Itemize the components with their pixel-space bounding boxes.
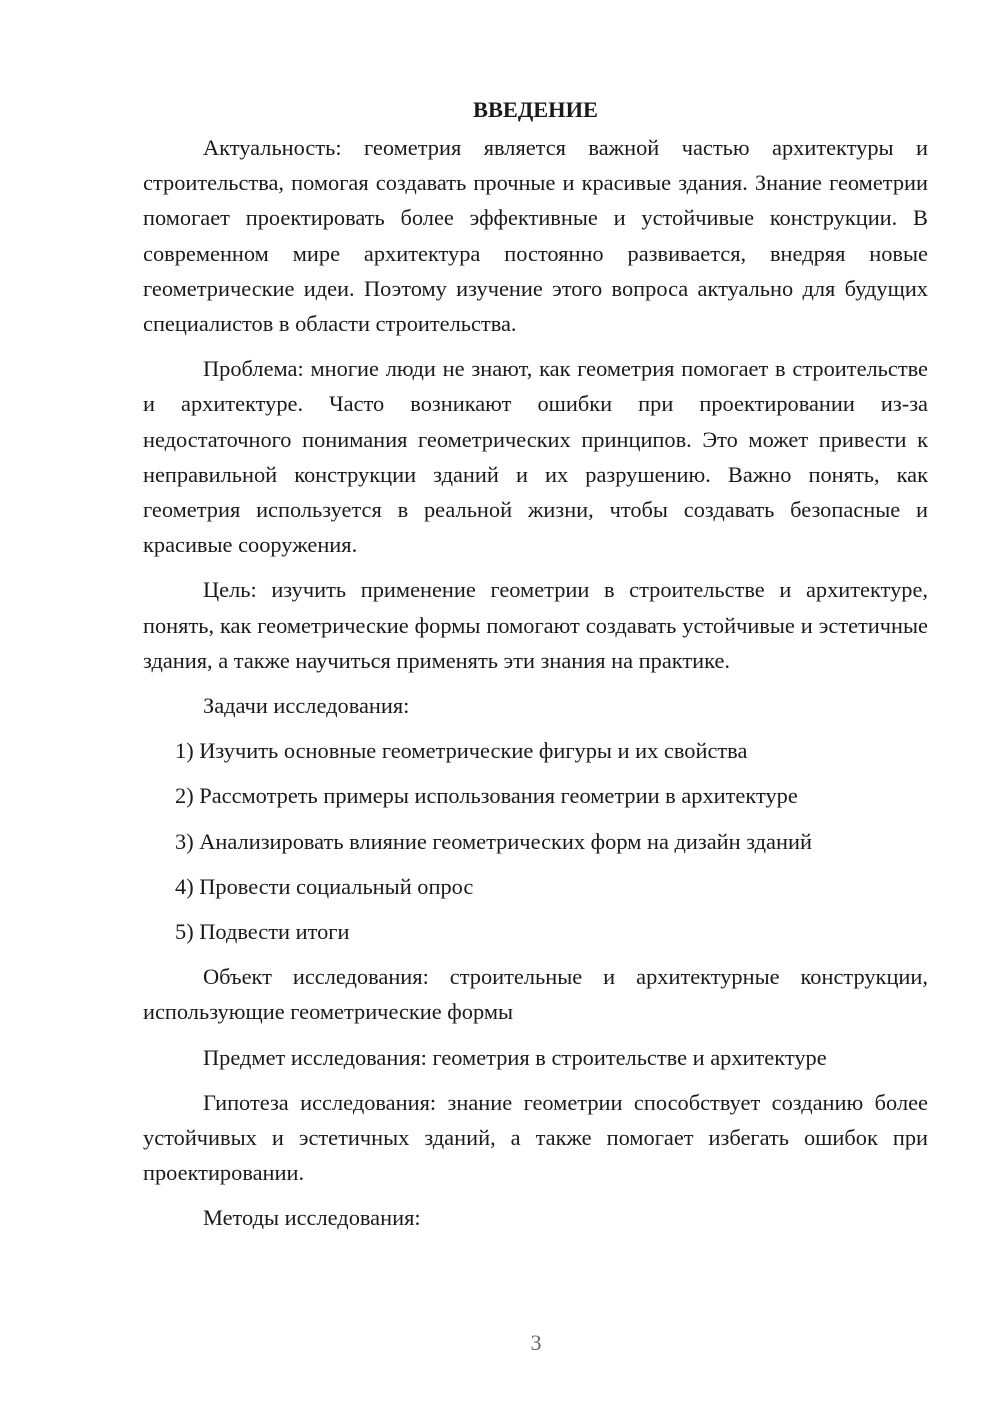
methods-heading: Методы исследования: (203, 1205, 421, 1231)
object-paragraph: Объект исследования: строительные и архитектурные конструкции, использующие геометрические формы (143, 964, 928, 1025)
hypothesis-paragraph: Гипотеза исследования: знание геометрии способствует созданию более устойчивых и эстетичных зданий, а также помогает избегать ошибок при проектировании. (143, 1089, 928, 1186)
goal-paragraph: Цель: изучить применение геометрии в строительстве и архитектуре, понять, как геометрические формы помогают создавать устойчивые и эстетичные здания, а также научиться применять эти знания на практике. (143, 577, 928, 673)
list-item: 4) Провести социальный опрос (175, 873, 474, 899)
list-item: 2) Рассмотреть примеры использования геометрии в архитектуре (175, 783, 798, 809)
problem-paragraph: Проблема: многие люди не знают, как геометрия помогает в строительстве и архитектуре. Часто возникают ошибки при проектировании из-за недостаточного понимания геометрических принципов. Это может привести к неправильной конструкции зданий и их разрушению. Важно понять, как геометрия используется в реальной жизни, чтобы создавать безопасные и красивые сооружения. (143, 356, 928, 558)
list-item: 5) Подвести итоги (175, 919, 350, 945)
tasks-heading: Задачи исследования: (203, 693, 410, 719)
list-item: 1) Изучить основные геометрические фигуры и их свойства (175, 738, 748, 764)
document-page (143, 92, 928, 1246)
subject-paragraph: Предмет исследования: геометрия в строительстве и архитектуре (203, 1044, 827, 1070)
section-title: ВВЕДЕНИЕ (473, 97, 598, 122)
page-number: 3 (530, 1330, 542, 1355)
relevance-paragraph: Актуальность: геометрия является важной частью архитектуры и строительства, помогая создавать прочные и красивые здания. Знание геометрии помогает проектировать более эффективные и устойчивые конструкции. В современном мире архитектура постоянно развивается, внедряя новые геометрические идеи. Поэтому изучение этого вопроса актуально для будущих специалистов в области строительства. (143, 135, 928, 337)
list-item: 3) Анализировать влияние геометрических форм на дизайн зданий (175, 828, 812, 854)
tasks-list (143, 733, 928, 949)
